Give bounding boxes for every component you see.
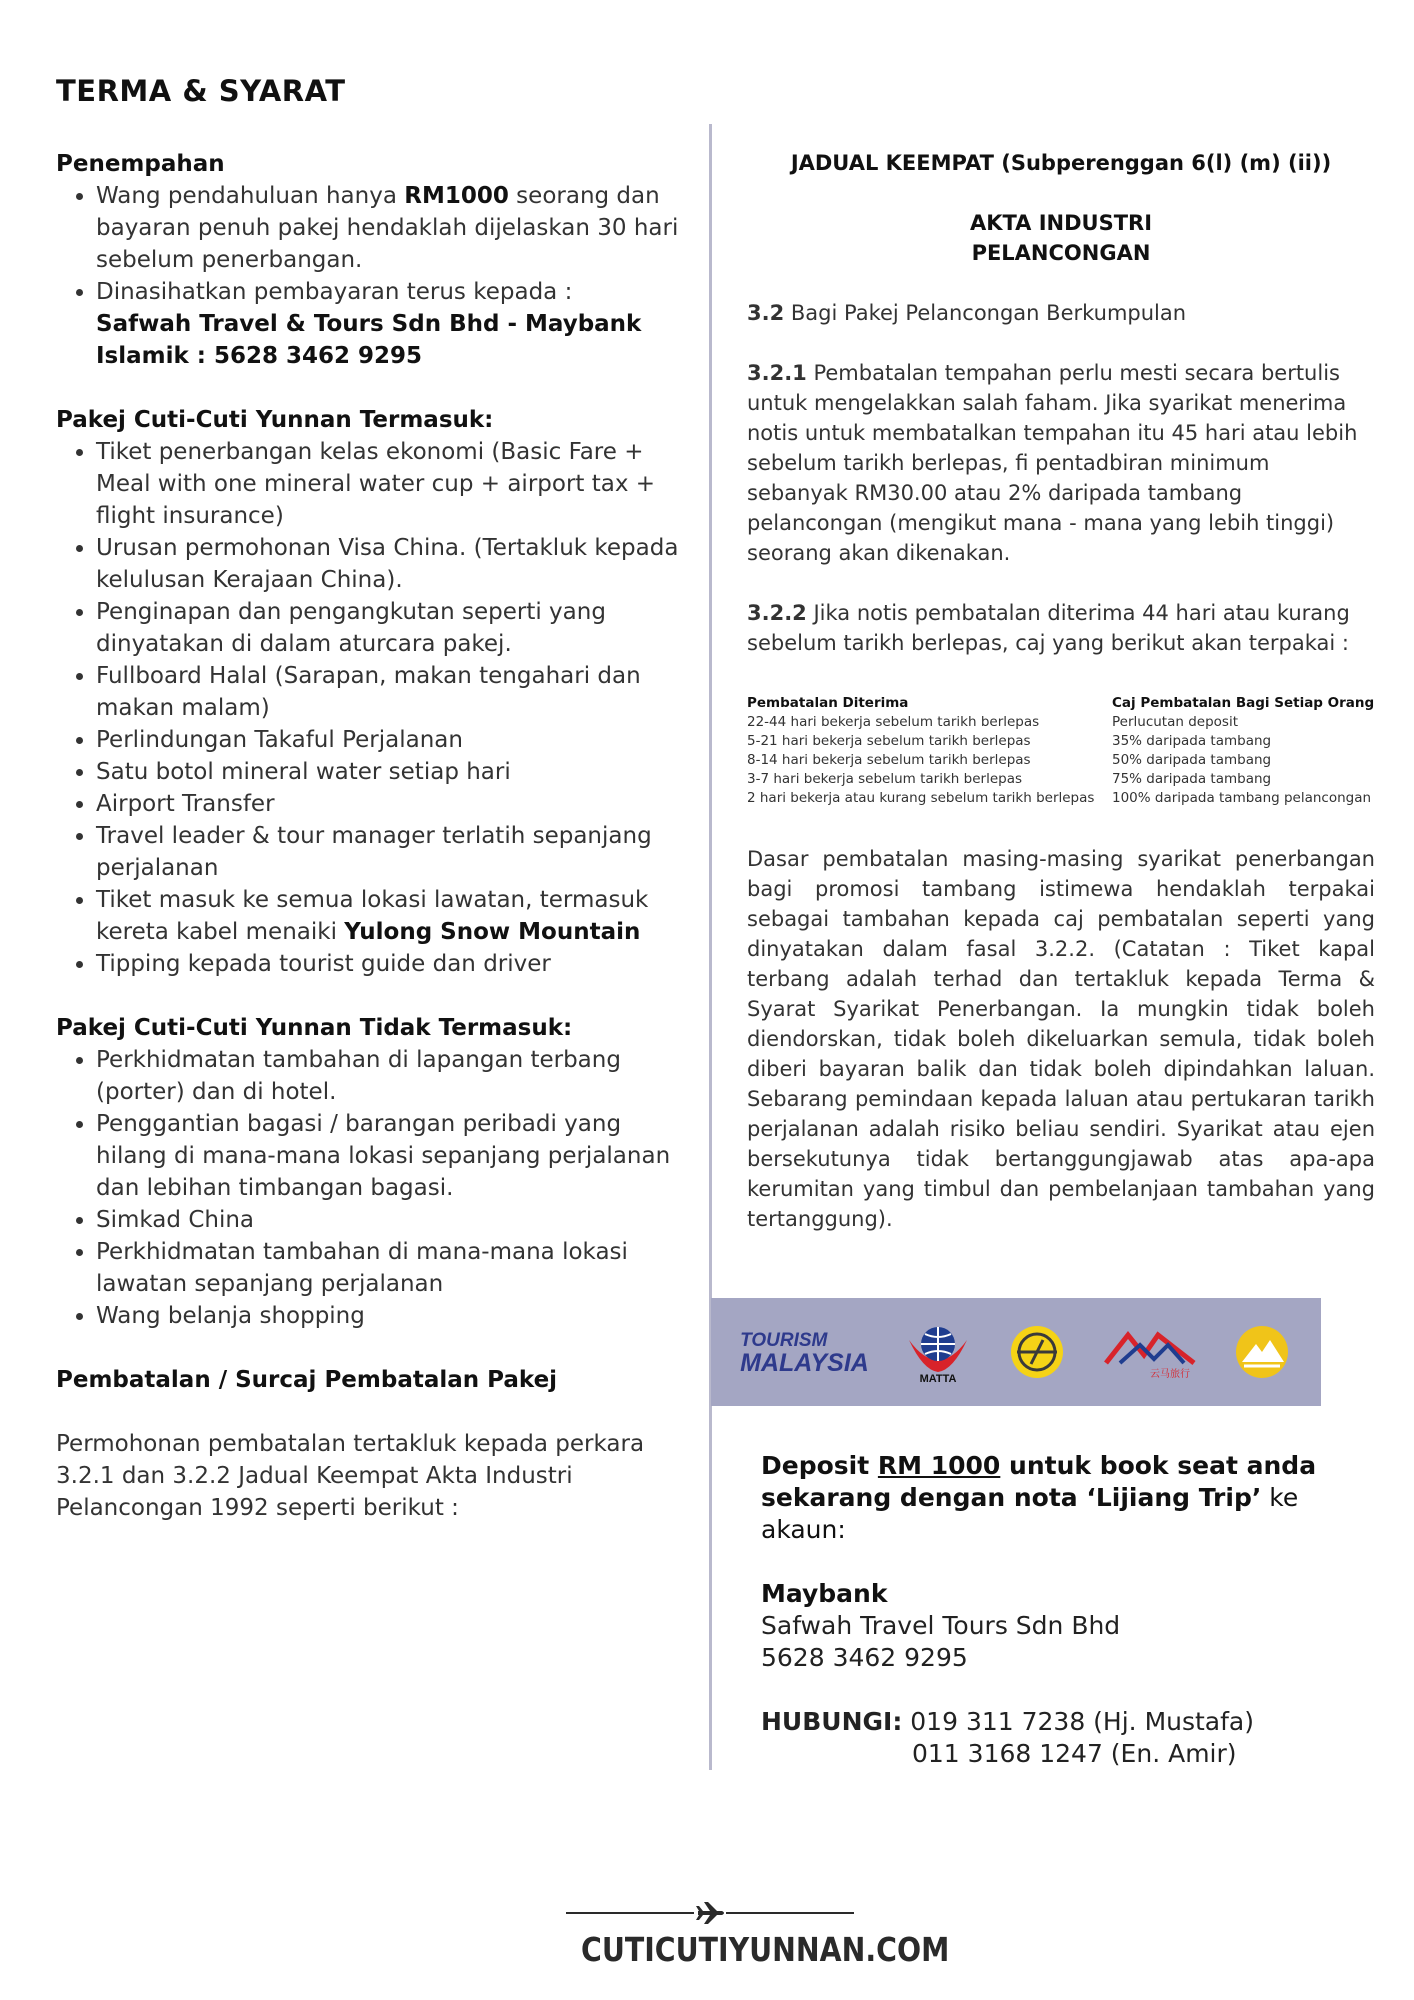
list-item: • Airport Transfer [96, 788, 686, 820]
penempahan-list [56, 180, 686, 372]
strategic-travel-logo [1102, 1321, 1198, 1383]
website-brand: CUTICUTIYUNNAN.COM [581, 1930, 950, 1969]
table-cell: 8-14 hari bekerja sebelum tarikh berlepas [747, 752, 1031, 768]
table-cell: 100% daripada tambang pelancongan [1112, 790, 1372, 806]
account-number: 5628 3462 9295 [761, 1643, 968, 1672]
bank-name: Maybank [761, 1579, 888, 1608]
section-3-2: 3.2 Bagi Pakej Pelancongan Berkumpulan [747, 301, 1187, 325]
yellow-emblem-logo [1007, 1322, 1067, 1382]
section-3-2-1: 3.2.1 Pembatalan tempahan perlu mesti secara bertulis untuk mengelakkan salah faham. Jika syarikat menerima notis untuk membatalkan tempahan itu 45 hari atau lebih sebelum tarikh berlepas, fi pentadbiran minimum sebanyak RM30.00 atau 2% daripada tambang pelancongan (mengikut mana - mana yang lebih tinggi) seorang akan dikenakan. [747, 361, 1358, 565]
termasuk-heading: Pakej Cuti-Cuti Yunnan Termasuk: [56, 407, 494, 433]
table-cell: 75% daripada tambang [1112, 771, 1272, 787]
tourism-malaysia-logo: TOURISM MALAYSIA [740, 1330, 869, 1377]
list-item: • Perkhidmatan tambahan di lapangan terbang (porter) dan di hotel. [96, 1044, 686, 1108]
contact-line-2: 011 3168 1247 (En. Amir) [912, 1739, 1237, 1768]
list-item: • Fullboard Halal (Sarapan, makan tengahari dan makan malam) [96, 660, 686, 724]
list-item: • Simkad China [96, 1204, 686, 1236]
svg-text:云马旅行: 云马旅行 [1149, 1369, 1190, 1380]
table-cell: 35% daripada tambang [1112, 733, 1272, 749]
table-header-cell: Caj Pembatalan Bagi Setiap Orang [1112, 695, 1375, 711]
footer-brand [560, 1900, 950, 1969]
deposit-info [761, 1450, 1361, 1770]
affiliation-logo-band [711, 1298, 1321, 1406]
table-row [747, 713, 1375, 732]
termasuk-list [56, 436, 686, 980]
svg-text:MATTA: MATTA [919, 1373, 957, 1384]
list-item: • Wang pendahuluan hanya RM1000 seorang dan bayaran penuh pakej hendaklah dijelaskan 30 hari sebelum penerbangan. [96, 180, 686, 276]
list-item: • Perlindungan Takaful Perjalanan [96, 724, 686, 756]
list-item: • Dinasihatkan pembayaran terus kepada : Safwah Travel & Tours Sdn Bhd - Maybank Islamik : 5628 3462 9295 [96, 276, 686, 372]
table-header-cell: Pembatalan Diterima [747, 695, 909, 711]
page-title: TERMA & SYARAT [56, 74, 346, 108]
tidak-termasuk-heading: Pakej Cuti-Cuti Yunnan Tidak Termasuk: [56, 1015, 573, 1041]
contact-line-1: HUBUNGI: 019 311 7238 (Hj. Mustafa) [761, 1707, 1255, 1736]
jadual-heading: JADUAL KEEMPAT (Subperenggan 6(l) (m) (ii)) [790, 151, 1332, 175]
mountain-emblem-logo [1232, 1322, 1292, 1382]
table-cell: 2 hari bekerja atau kurang sebelum tarikh berlepas [747, 790, 1095, 806]
column-divider [709, 124, 712, 1770]
dasar-pembatalan-text: Dasar pembatalan masing-masing syarikat penerbangan bagi promosi tambang istimewa hendaklah terpakai sebagai tambahan kepada caj pembatalan seperti yang dinyatakan dalam fasal 3.2.2. (Catatan : Tiket kapal terbang adalah terhad dan tertakluk kepada Terma & Syarat Syarikat Penerbangan. Ia mungkin tidak boleh diendorskan, tidak boleh dikeluarkan semula, tidak boleh diberi bayaran balik dan tidak boleh dipindahkan laluan. Sebarang pemindaan kepada laluan atau pertukaran tarikh perjalanan adalah risiko beliau sendiri. Syarikat atau ejen bersekutunya tidak bertanggungjawab atas apa-apa kerumitan yang timbul dan pembelanjaan tambahan yang tertanggung). [747, 847, 1375, 1231]
bank-account-bold: Safwah Travel & Tours Sdn Bhd - Maybank Islamik : 5628 3462 9295 [96, 311, 642, 369]
table-cell: 5-21 hari bekerja sebelum tarikh berlepas [747, 733, 1031, 749]
cancellation-table [747, 694, 1375, 808]
list-item: • Penggantian bagasi / barangan peribadi yang hilang di mana-mana lokasi sepanjang perjalanan dan lebihan timbangan bagasi. [96, 1108, 686, 1204]
table-row [747, 770, 1375, 789]
right-column [747, 148, 1375, 1234]
airplane-divider [560, 1900, 860, 1926]
left-column [56, 148, 686, 1524]
table-cell: 50% daripada tambang [1112, 752, 1272, 768]
company-name: Safwah Travel Tours Sdn Bhd [761, 1611, 1121, 1640]
section-3-2-2: 3.2.2 Jika notis pembatalan diterima 44 hari atau kurang sebelum tarikh berlepas, caj yang berikut akan terpakai : [747, 601, 1350, 655]
table-row [747, 789, 1375, 808]
matta-logo [903, 1320, 973, 1384]
tidak-termasuk-list [56, 1044, 686, 1332]
penempahan-heading: Penempahan [56, 151, 225, 177]
list-item: • Travel leader & tour manager terlatih sepanjang perjalanan [96, 820, 686, 884]
list-item: • Tipping kepada tourist guide dan driver [96, 948, 686, 980]
akta-heading-line2: PELANCONGAN [971, 241, 1151, 265]
akta-heading-line1: AKTA INDUSTRI [969, 211, 1153, 235]
pembatalan-text: Permohonan pembatalan tertakluk kepada perkara 3.2.1 dan 3.2.2 Jadual Keempat Akta Industri Pelancongan 1992 seperti berikut : [56, 1431, 645, 1521]
list-item: • Tiket penerbangan kelas ekonomi (Basic Fare + Meal with one mineral water cup + airport tax + flight insurance) [96, 436, 686, 532]
table-header-row [747, 694, 1375, 713]
table-row [747, 732, 1375, 751]
list-item: • Tiket masuk ke semua lokasi lawatan, termasuk kereta kabel menaiki Yulong Snow Mountain [96, 884, 686, 948]
pembatalan-heading: Pembatalan / Surcaj Pembatalan Pakej [56, 1367, 558, 1393]
list-item: • Satu botol mineral water setiap hari [96, 756, 686, 788]
table-cell: 3-7 hari bekerja sebelum tarikh berlepas [747, 771, 1022, 787]
table-row [747, 751, 1375, 770]
table-cell: 22-44 hari bekerja sebelum tarikh berlepas [747, 714, 1040, 730]
airplane-icon [696, 1902, 724, 1924]
list-item: • Wang belanja shopping [96, 1300, 686, 1332]
list-item: • Urusan permohonan Visa China. (Tertakluk kepada kelulusan Kerajaan China). [96, 532, 686, 596]
deposit-text: Deposit RM 1000 untuk book seat anda sekarang dengan nota ‘Lijiang Trip’ ke akaun: [761, 1451, 1317, 1544]
table-cell: Perlucutan deposit [1112, 714, 1238, 730]
list-item: • Perkhidmatan tambahan di mana-mana lokasi lawatan sepanjang perjalanan [96, 1236, 686, 1300]
list-item: • Penginapan dan pengangkutan seperti yang dinyatakan di dalam aturcara pakej. [96, 596, 686, 660]
